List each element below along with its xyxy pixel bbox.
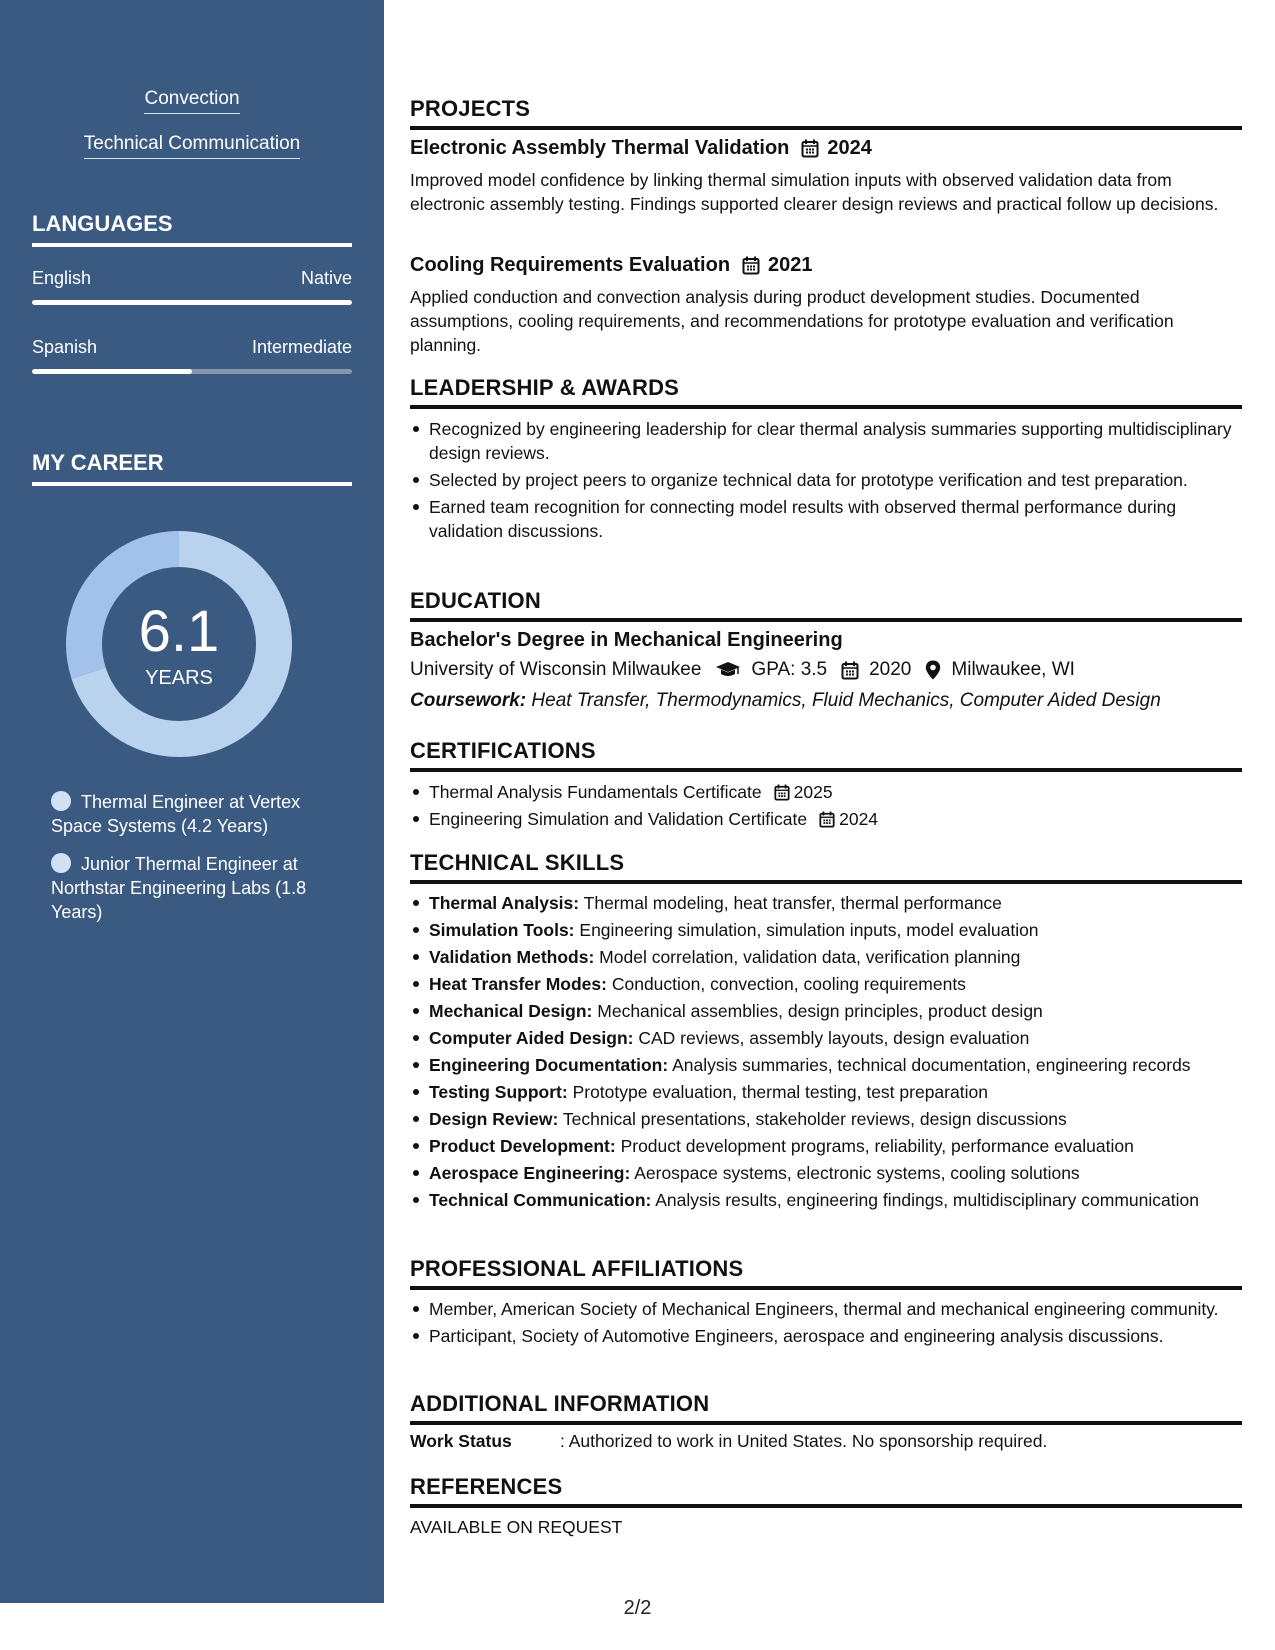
career-dot-icon <box>51 791 71 811</box>
list-item: Recognized by engineering leadership for clear thermal analysis summaries supporting multidisciplinary design reviews. <box>410 417 1242 465</box>
skill-list-item <box>410 1134 1242 1158</box>
references-text: AVAILABLE ON REQUEST <box>410 1517 623 1537</box>
skill-value: Engineering simulation, simulation inputs, model evaluation <box>579 920 1039 940</box>
page-number: 2/2 <box>623 1597 652 1619</box>
skill-value: Thermal modeling, heat transfer, thermal performance <box>583 893 1002 913</box>
skill-list-item <box>410 1161 1242 1185</box>
skill-list-item <box>410 918 1242 942</box>
skill-list-item <box>410 999 1242 1023</box>
skill-value: CAD reviews, assembly layouts, design evaluation <box>638 1028 1030 1048</box>
education-heading: EDUCATION <box>410 588 1242 622</box>
language-bar-english <box>32 300 352 305</box>
skill-value: Product development programs, reliability, performance evaluation <box>620 1136 1134 1156</box>
references-heading: REFERENCES <box>410 1474 1242 1508</box>
certifications-heading: CERTIFICATIONS <box>410 738 1242 772</box>
skill-value: Aerospace systems, electronic systems, cooling solutions <box>634 1163 1080 1183</box>
affiliations-heading: PROFESSIONAL AFFILIATIONS <box>410 1256 1242 1290</box>
language-bar-fill <box>32 300 352 305</box>
list-item: Selected by project peers to organize technical data for prototype verification and test preparation. <box>410 468 1242 492</box>
list-item: Engineering Simulation and Validation Certificate 2024 <box>410 807 1242 831</box>
career-donut-chart <box>66 531 292 757</box>
career-unit: YEARS <box>145 667 213 689</box>
skill-label: Simulation Tools: <box>429 920 575 940</box>
leadership-list <box>410 417 1242 546</box>
skill-value: Mechanical assemblies, design principles, product design <box>597 1001 1043 1021</box>
skill-label: Validation Methods: <box>429 947 595 967</box>
calendar-icon <box>774 784 790 801</box>
coursework <box>410 690 1161 712</box>
calendar-icon <box>841 661 859 680</box>
skill-list-item <box>410 1080 1242 1104</box>
project-description: Applied conduction and convection analysis during product development studies. Documented assumptions, cooling requirements, and recommendations for prototype evaluation and verification planning. <box>410 287 1174 355</box>
skill-list-item <box>410 891 1242 915</box>
skill-label: Computer Aided Design: <box>429 1028 634 1048</box>
list-item: Earned team recognition for connecting model results with observed thermal performance during validation discussions. <box>410 495 1242 543</box>
coursework-list: Heat Transfer, Thermodynamics, Fluid Mechanics, Computer Aided Design <box>531 690 1161 711</box>
language-name: English <box>32 268 92 288</box>
skill-list-item <box>410 1107 1242 1131</box>
calendar-icon <box>819 811 835 828</box>
skill-value: Prototype evaluation, thermal testing, test preparation <box>572 1082 988 1102</box>
skill-label: Technical Communication: <box>429 1190 652 1210</box>
language-bar-spanish <box>32 369 352 374</box>
project-title: Cooling Requirements Evaluation 2021 <box>410 254 813 276</box>
skill-value: Analysis summaries, technical documentation, engineering records <box>672 1055 1191 1075</box>
language-row-english <box>32 268 352 289</box>
skill-label: Heat Transfer Modes: <box>429 974 607 994</box>
list-item: Participant, Society of Automotive Engineers, aerospace and engineering analysis discussions. <box>410 1324 1242 1348</box>
skill-value: Analysis results, engineering findings, multidisciplinary communication <box>655 1190 1199 1210</box>
affiliations-list <box>410 1297 1242 1351</box>
work-status-label: Work Status <box>410 1431 512 1451</box>
skill-label: Mechanical Design: <box>429 1001 593 1021</box>
skill-label: Design Review: <box>429 1109 559 1129</box>
language-bar-fill <box>32 369 192 374</box>
skill-item-technical-communication: Technical Communication <box>0 133 384 159</box>
skill-list-item <box>410 972 1242 996</box>
graduation-cap-icon <box>715 661 741 679</box>
technical-skills-list <box>410 891 1242 1215</box>
school-name: University of Wisconsin Milwaukee <box>410 659 702 680</box>
project-description: Improved model confidence by linking thermal simulation inputs with observed validation data from electronic assembly testing. Findings supported clearer design reviews and practical follow up decisions. <box>410 170 1219 214</box>
calendar-icon <box>742 256 760 275</box>
skill-value: Model correlation, validation data, verification planning <box>599 947 1021 967</box>
language-name: Spanish <box>32 337 98 357</box>
languages-heading: LANGUAGES <box>32 211 352 247</box>
career-dot-icon <box>51 853 71 873</box>
language-row-spanish <box>32 337 352 358</box>
skill-list-item <box>410 1026 1242 1050</box>
calendar-icon <box>801 139 819 158</box>
work-status-row <box>410 1431 1047 1452</box>
skill-label: Product Development: <box>429 1136 616 1156</box>
language-level: Native <box>300 268 352 288</box>
skill-label: Thermal Analysis: <box>429 893 580 913</box>
list-item: Thermal Analysis Fundamentals Certificate 2025 <box>410 780 1242 804</box>
additional-info-heading: ADDITIONAL INFORMATION <box>410 1391 1242 1425</box>
gpa: GPA: 3.5 <box>751 659 828 680</box>
skill-label: Engineering Documentation: <box>429 1055 669 1075</box>
skill-list-item <box>410 1188 1242 1212</box>
project-title: Electronic Assembly Thermal Validation 2024 <box>410 137 872 159</box>
list-item: Member, American Society of Mechanical Engineers, thermal and mechanical engineering community. <box>410 1297 1242 1321</box>
technical-skills-heading: TECHNICAL SKILLS <box>410 850 1242 884</box>
career-item: Thermal Engineer at Vertex Space Systems (4.2 Years) <box>51 792 301 836</box>
sidebar <box>0 0 384 1603</box>
skill-list-item <box>410 1053 1242 1077</box>
career-heading: MY CAREER <box>32 450 352 486</box>
skill-label: Testing Support: <box>429 1082 568 1102</box>
career-item: Junior Thermal Engineer at Northstar Engineering Labs (1.8 Years) <box>51 854 307 922</box>
education-details <box>410 659 1075 681</box>
skill-value: Conduction, convection, cooling requirements <box>611 974 966 994</box>
language-level: Intermediate <box>251 337 352 357</box>
certifications-list <box>410 780 1242 834</box>
skill-label: Aerospace Engineering: <box>429 1163 631 1183</box>
projects-heading: PROJECTS <box>410 96 1242 130</box>
degree-title: Bachelor's Degree in Mechanical Engineering <box>410 629 843 651</box>
career-total: 6.1 <box>138 599 220 664</box>
skill-list-item <box>410 945 1242 969</box>
skill-item-convection: Convection <box>0 88 384 114</box>
coursework-label: Coursework: <box>410 690 527 711</box>
graduation-year: 2020 <box>869 659 912 680</box>
skill-value: Technical presentations, stakeholder reviews, design discussions <box>562 1109 1067 1129</box>
education-location: Milwaukee, WI <box>951 659 1075 680</box>
location-pin-icon <box>925 660 941 680</box>
work-status-value: : Authorized to work in United States. No sponsorship required. <box>560 1431 1048 1451</box>
leadership-heading: LEADERSHIP & AWARDS <box>410 375 1242 409</box>
